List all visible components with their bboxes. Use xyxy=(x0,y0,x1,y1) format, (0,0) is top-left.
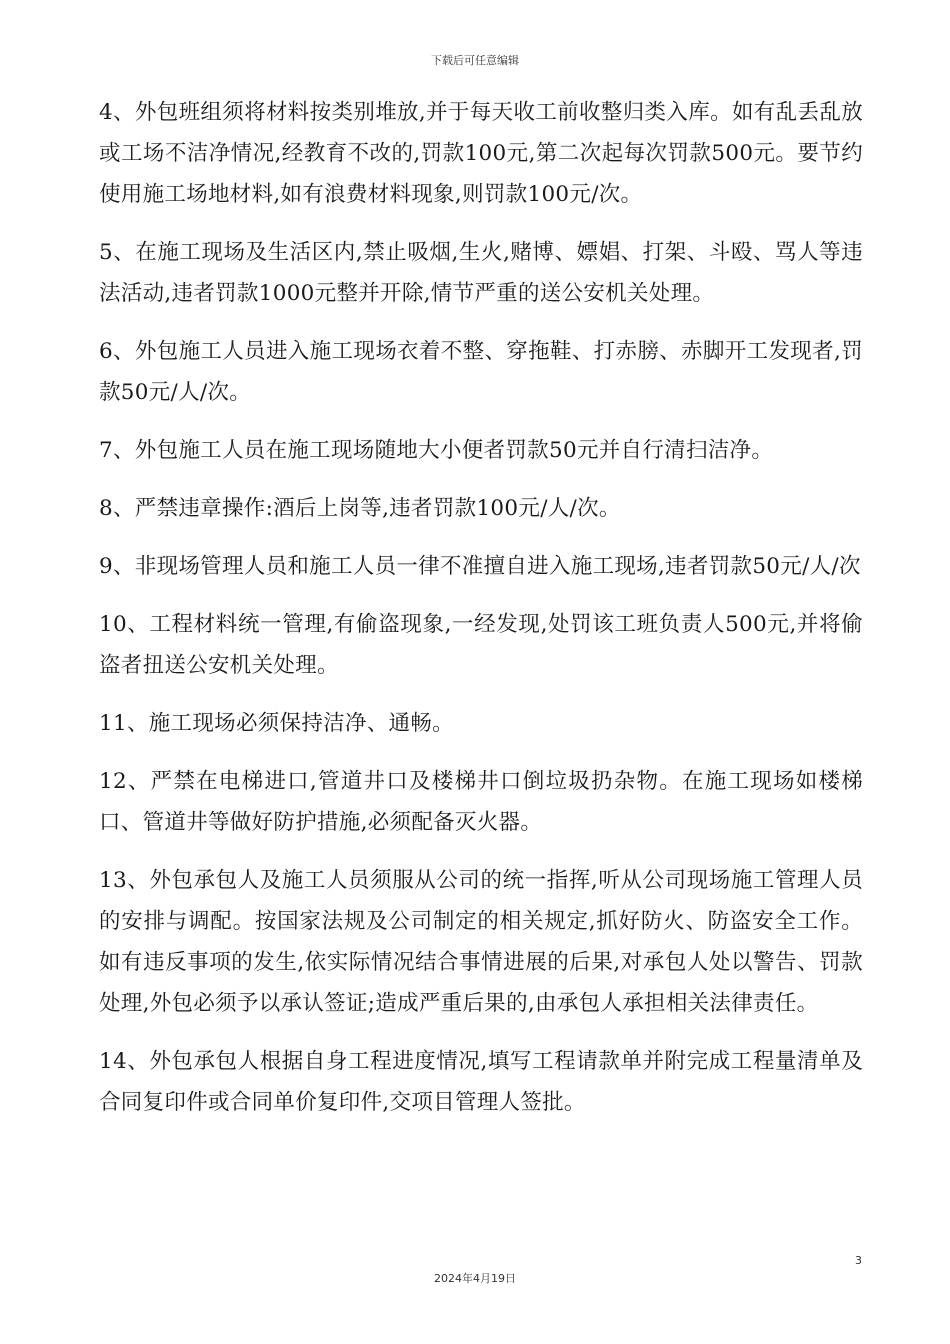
clause-11: 11、施工现场必须保持洁净、通畅。 xyxy=(99,711,454,736)
clause-4: 4、外包班组须将材料按类别堆放,并于每天收工前收整归类入库。如有乱丢乱放或工场不洁净情况,经教育不改的,罚款100元,第二次起每次罚款500元。要节约使用施工场地材料,如有浪费材料现象,则罚款100元/次。 xyxy=(99,100,863,207)
clause-8: 8、严禁违章操作:酒后上岗等,违者罚款100元/人/次。 xyxy=(99,496,621,521)
clause-7: 7、外包施工人员在施工现场随地大小便者罚款50元并自行清扫洁净。 xyxy=(99,438,774,463)
clause-6: 6、外包施工人员进入施工现场衣着不整、穿拖鞋、打赤膀、赤脚开工发现者,罚款50元/人/次。 xyxy=(99,339,863,405)
clause-10: 10、工程材料统一管理,有偷盗现象,一经发现,处罚该工班负责人500元,并将偷盗者扭送公安机关处理。 xyxy=(99,612,863,678)
clause-12: 12、严禁在电梯进口,管道井口及楼梯井口倒垃圾扔杂物。在施工现场如楼梯口、管道井等做好防护措施,必须配备灭火器。 xyxy=(99,769,863,835)
document-body xyxy=(99,92,863,1140)
clause-13: 13、外包承包人及施工人员须服从公司的统一指挥,听从公司现场施工管理人员的安排与调配。按国家法规及公司制定的相关规定,抓好防火、防盗安全工作。如有违反事项的发生,依实际情况结合事情进展的后果,对承包人处以警告、罚款处理,外包必须予以承认签证;造成严重后果的,由承包人承担相关法律责任。 xyxy=(99,868,863,1016)
clause-9: 9、非现场管理人员和施工人员一律不准擅自进入施工现场,违者罚款50元/人/次 xyxy=(99,554,861,579)
clause-5: 5、在施工现场及生活区内,禁止吸烟,生火,赌博、嫖娼、打架、斗殴、骂人等违法活动,违者罚款1000元整并开除,情节严重的送公安机关处理。 xyxy=(99,240,863,306)
clause-14: 14、外包承包人根据自身工程进度情况,填写工程请款单并附完成工程量清单及合同复印件或合同单价复印件,交项目管理人签批。 xyxy=(99,1049,863,1115)
page-number: 3 xyxy=(855,1254,862,1267)
page-header-note: 下载后可任意编辑 xyxy=(431,54,519,67)
page-footer-date: 2024年4月19日 xyxy=(434,1272,516,1285)
